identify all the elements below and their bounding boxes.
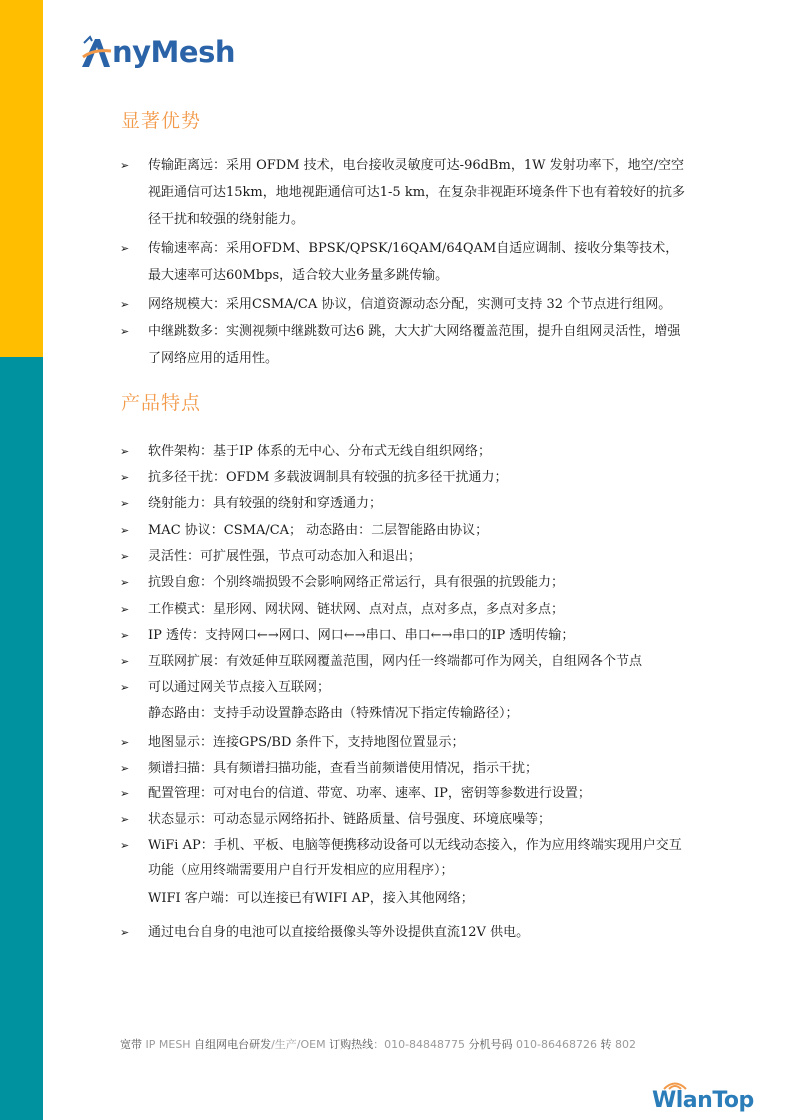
list-item: 静态路由：支持手动设置静态路由（特殊情况下指定传输路径）； — [148, 705, 519, 721]
arrow-bullet-icon: ➢ — [120, 524, 130, 537]
sidebar-teal-band — [0, 357, 43, 1120]
list-item: ➢ 网络规模大：采用CSMA/CA 协议，信道资源动态分配，实测可支持 32 个节点进行组网。 — [120, 291, 690, 318]
section-title-advantages: 显著优势 — [121, 110, 202, 132]
arrow-bullet-icon: ➢ — [120, 654, 130, 668]
list-item: ➢ 软件架构：基于IP 体系的无中心、分布式无线自组织网络； — [120, 439, 690, 465]
anymesh-logo-icon — [80, 33, 114, 71]
list-item: ➢ 抗毁自愈：个别终端损毁不会影响网络正常运行，具有很强的抗毁能力； — [120, 570, 690, 596]
list-item: ➢ IP 透传：支持网口←→网口、网口←→串口、串口←→串口的IP 透明传输； — [120, 623, 690, 649]
arrow-bullet-icon: ➢ — [120, 812, 130, 826]
footer-contact: 宽带 IP MESH 自组网电台研发/生产/OEM 订购热线：010-84848775 分机号码 010-86468726 转 802 — [120, 1038, 636, 1051]
logo-text: nyMesh — [112, 35, 235, 69]
arrow-bullet-icon: ➢ — [120, 602, 130, 616]
arrow-bullet-icon: ➢ — [120, 298, 130, 311]
list-item: ➢ 互联网扩展：有效延伸互联网覆盖范围，网内任一终端都可作为网关，自组网各个节点 — [120, 649, 690, 675]
list-item: ➢ 地图显示：连接GPS/BD 条件下，支持地图位置显示； — [120, 729, 690, 756]
list-item: WIFI 客户端：可以连接已有WIFI AP，接入其他网络； — [148, 890, 474, 906]
list-item: ➢ MAC 协议：CSMA/CA； 动态路由：二层智能路由协议； — [120, 517, 690, 544]
arrow-bullet-icon: ➢ — [120, 925, 130, 939]
arrow-bullet-icon: ➢ — [120, 735, 130, 749]
advantages-list — [120, 152, 690, 372]
arrow-bullet-icon: ➢ — [120, 838, 130, 852]
list-item: ➢ 抗多径干扰：OFDM 多载波调制具有较强的抗多径干扰通力； — [120, 465, 690, 491]
arrow-bullet-icon: ➢ — [120, 761, 130, 775]
features-list — [120, 439, 690, 947]
list-item: ➢ 中继跳数多：实测视频中继跳数可达6 跳，大大扩大网络覆盖范围，提升自组网灵活性，增强了网络应用的适用性。 — [120, 318, 690, 372]
list-item: ➢ 传输速率高：采用OFDM、BPSK/QPSK/16QAM/64QAM自适应调制、接收分集等技术，最大速率可达60Mbps，适合较大业务量多跳传输。 — [120, 235, 690, 289]
arrow-bullet-icon: ➢ — [120, 470, 130, 484]
section-title-features: 产品特点 — [121, 392, 202, 414]
list-item: ➢ 通过电台自身的电池可以直接给摄像头等外设提供直流12V 供电。 — [120, 919, 690, 947]
sidebar-yellow-band — [0, 0, 43, 357]
list-item: ➢ 配置管理：可对电台的信道、带宽、功率、速率、IP，密钥等参数进行设置； — [120, 781, 690, 807]
list-item: ➢ 工作模式：星形网、网状网、链状网、点对点，点对多点，多点对多点； — [120, 596, 690, 623]
list-item: ➢ 绕射能力：具有较强的绕射和穿透通力； — [120, 490, 690, 517]
list-item: ➢ 可以通过网关节点接入互联网； — [120, 675, 690, 701]
arrow-bullet-icon: ➢ — [120, 325, 130, 338]
brand-text: WlanTop — [652, 1088, 754, 1113]
list-item: ➢ 传输距离远：采用 OFDM 技术，电台接收灵敏度可达-96dBm，1W 发射功率下，地空/空空视距通信可达15km，地地视距通信可达1-5 km，在复杂非视距环境条件下也有着较好的抗多径干扰和较强的绕射能力。 — [120, 152, 690, 233]
list-item: ➢ WiFi AP：手机、平板、电脑等便携移动设备可以无线动态接入，作为应用终端实现用户交互功能（应用终端需要用户自行开发相应的应用程序）； — [120, 833, 690, 883]
arrow-bullet-icon: ➢ — [120, 159, 130, 172]
wlantop-logo — [652, 1076, 762, 1116]
arrow-bullet-icon: ➢ — [120, 575, 130, 589]
arrow-bullet-icon: ➢ — [120, 680, 130, 694]
list-item: ➢ 状态显示：可动态显示网络拓扑、链路质量、信号强度、环境底噪等； — [120, 807, 690, 833]
list-item: ➢ 灵活性：可扩展性强，节点可动态加入和退出； — [120, 544, 690, 570]
arrow-bullet-icon: ➢ — [120, 242, 130, 255]
list-item: ➢ 频谱扫描：具有频谱扫描功能，查看当前频谱使用情况，指示干扰； — [120, 756, 690, 781]
arrow-bullet-icon: ➢ — [120, 550, 130, 563]
arrow-bullet-icon: ➢ — [120, 628, 130, 642]
arrow-bullet-icon: ➢ — [120, 786, 130, 800]
arrow-bullet-icon: ➢ — [120, 497, 130, 510]
arrow-bullet-icon: ➢ — [120, 445, 130, 458]
anymesh-logo — [80, 32, 235, 72]
